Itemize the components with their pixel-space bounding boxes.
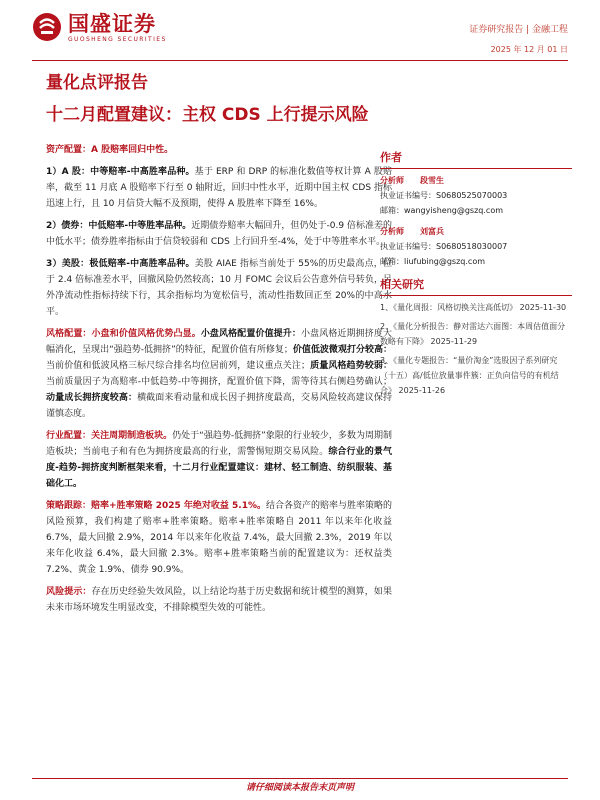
analyst-role: 分析师 (380, 176, 404, 185)
main-body (46, 142, 392, 622)
strategy-text: 结合各资产的赔率与胜率策略的风险预算，我们构建了赔率+胜率策略。赔率+胜率策略自 2011 年以来年化收益 6.7%，最大回撤 2.9%，2014 年以来年化收益 7.4%，最大回撤 2.3%，2019 年以来年化收益 6.4%，最大回撤 2.3%。赔率+胜率策略当前的配置建议为：还权益类 7.2%、黄金 1.9%、债券 90.9%。 (46, 501, 392, 575)
paragraph-style (46, 326, 392, 422)
risk-label: 风险提示： (46, 587, 92, 597)
us-stocks-lead: 3）美股：极低赔率-中高胜率品种。 (46, 259, 195, 269)
industry-lead: 关注周期制造板块。 (91, 431, 173, 441)
style-label: 风格配置： (46, 329, 92, 339)
related-research-item[interactable]: 1、《量化周报：风格切换关注高低切》 2025-11-30 (380, 303, 567, 312)
style-lead: 小盘和价值风格优势凸显。 (91, 329, 201, 339)
style-text-2: 当前价值和低波风格三标尺综合排名均位居前列，建议重点关注； (46, 361, 311, 371)
asset-allocation-heading (46, 142, 392, 158)
related-research-item[interactable]: 2、《量化分析报告：静对雷达六面图：本周估值面分数略有下降》 2025-11-29 (380, 322, 566, 346)
analyst-name: 刘富兵 (420, 227, 444, 236)
analyst-card (380, 173, 572, 218)
analyst-cert: 执业证书编号：S0680518030007 (380, 242, 508, 251)
industry-text: 仍处于“强趋势-低拥挤”象限的行业较少，多数为周期制造板块；当前电子和有色为拥挤度最高的行业，需警惕短期交易风险。 (46, 431, 392, 457)
logo-english-name: GUOSHENG SECURITIES (68, 36, 167, 43)
asset-label: 资产配置： (46, 145, 92, 155)
paragraph-strategy (46, 498, 392, 578)
style-bold-3: 质量风格趋势较弱： (310, 361, 392, 371)
strategy-lead: 赔率+胜率策略 2025 年绝对收益 5.1%。 (91, 501, 266, 511)
report-date: 2025 年 12 月 01 日 (490, 45, 568, 54)
related-research-item[interactable]: 3、《量化专题报告：“量价淘金”选股因子系列研究（十五）高/低位放量事件簇：正负向信号的有机结合》 2025-11-26 (380, 356, 559, 395)
analyst-cert: 执业证书编号：S0680525070003 (380, 191, 508, 200)
a-share-text: 基于 ERP 和 DRP 的标准化数值等权计算 A 股赔率，截至 11 月底 A 股赔率下行至 0 轴附近，回归中性水平，近期中国主权 CDS 指标迅速上行，且 10 月信贷大幅不及预期，使得 A 股胜率下降至 16%。 (46, 167, 392, 209)
paragraph-industry (46, 428, 392, 492)
analyst-email[interactable]: 邮箱：liufubing@gszq.com (380, 257, 486, 266)
analyst-email[interactable]: 邮箱：wangyisheng@gszq.com (380, 206, 504, 215)
bonds-lead: 2）债券：中低赔率-中等胜率品种。 (46, 221, 192, 231)
paragraph-bonds (46, 218, 392, 250)
asset-summary: A 股赔率回归中性。 (91, 145, 174, 155)
report-title: 十二月配置建议：主权 CDS 上行提示风险 (46, 105, 369, 125)
industry-label: 行业配置： (46, 431, 92, 441)
strategy-label: 策略跟踪： (46, 501, 92, 511)
logo-chinese-name: 国盛证券 (68, 12, 156, 36)
author-section-title: 作者 (380, 150, 572, 169)
style-bold-2: 价值低波微观打分较高： (292, 345, 392, 355)
style-bold-1: 小盘风格配置价值提升： (200, 329, 301, 339)
bonds-text: 近期债券赔率大幅回升，但仍处于-0.9 倍标准差的中低水平；债券胜率指标由于信贷较弱和 CDS 上行回升至-4%，处于中等胜率水平。 (46, 221, 392, 247)
footer-divider (32, 778, 568, 779)
paragraph-us-stocks (46, 256, 392, 320)
header-divider (32, 60, 568, 61)
sidebar (380, 150, 572, 402)
analyst-name: 段雪生 (420, 176, 444, 185)
guosheng-logo-icon (32, 12, 62, 42)
report-type: 量化点评报告 (46, 73, 148, 93)
paragraph-a-share (46, 164, 392, 212)
risk-text: 存在历史经验失效风险，以上结论均基于历史数据和统计模型的测算，如果未来市场环境发生明显改变，不排除模型失效的可能性。 (46, 587, 392, 613)
paragraph-risk (46, 584, 392, 616)
analyst-card (380, 224, 572, 269)
footer-disclaimer: 请仔细阅读本报告末页声明 (245, 783, 354, 793)
style-text-3: 当前质量因子为高赔率-中低趋势-中等拥挤，配置价值下降，需等待其右侧趋势确认； (46, 377, 392, 387)
us-stocks-text: 美股 AIAE 指标当前处于 55%的历史最高点，位于 2.4 倍标准差水平，回撤风险仍然较高；10 月 FOMC 会议后公告意外信号转负，另外净流动性指标持续下行，其余指标均为宽松信号，流动性指数回正至 20%的中高水平。 (46, 259, 393, 317)
style-bold-4: 动量成长拥挤度较高： (46, 393, 138, 403)
report-category: 证券研究报告 | 金融工程 (469, 25, 568, 35)
related-research-title: 相关研究 (380, 277, 572, 296)
style-text-1: 小盘风格近期拥挤度大幅消化，呈现出“强趋势-低拥挤”的特征，配置价值有所修复； (46, 329, 392, 355)
style-text-4: 横截面来看动量和成长因子拥挤度最高，交易风险较高建议保持谨慎态度。 (46, 393, 392, 419)
analyst-role: 分析师 (380, 227, 404, 236)
a-share-lead: 1）A 股：中等赔率-中高胜率品种。 (46, 167, 195, 177)
industry-recommendation: 综合行业的景气度-趋势-拥挤度判断框架来看，十二月行业配置建议：建材、轻工制造、纺织服装、基础化工。 (46, 447, 392, 489)
